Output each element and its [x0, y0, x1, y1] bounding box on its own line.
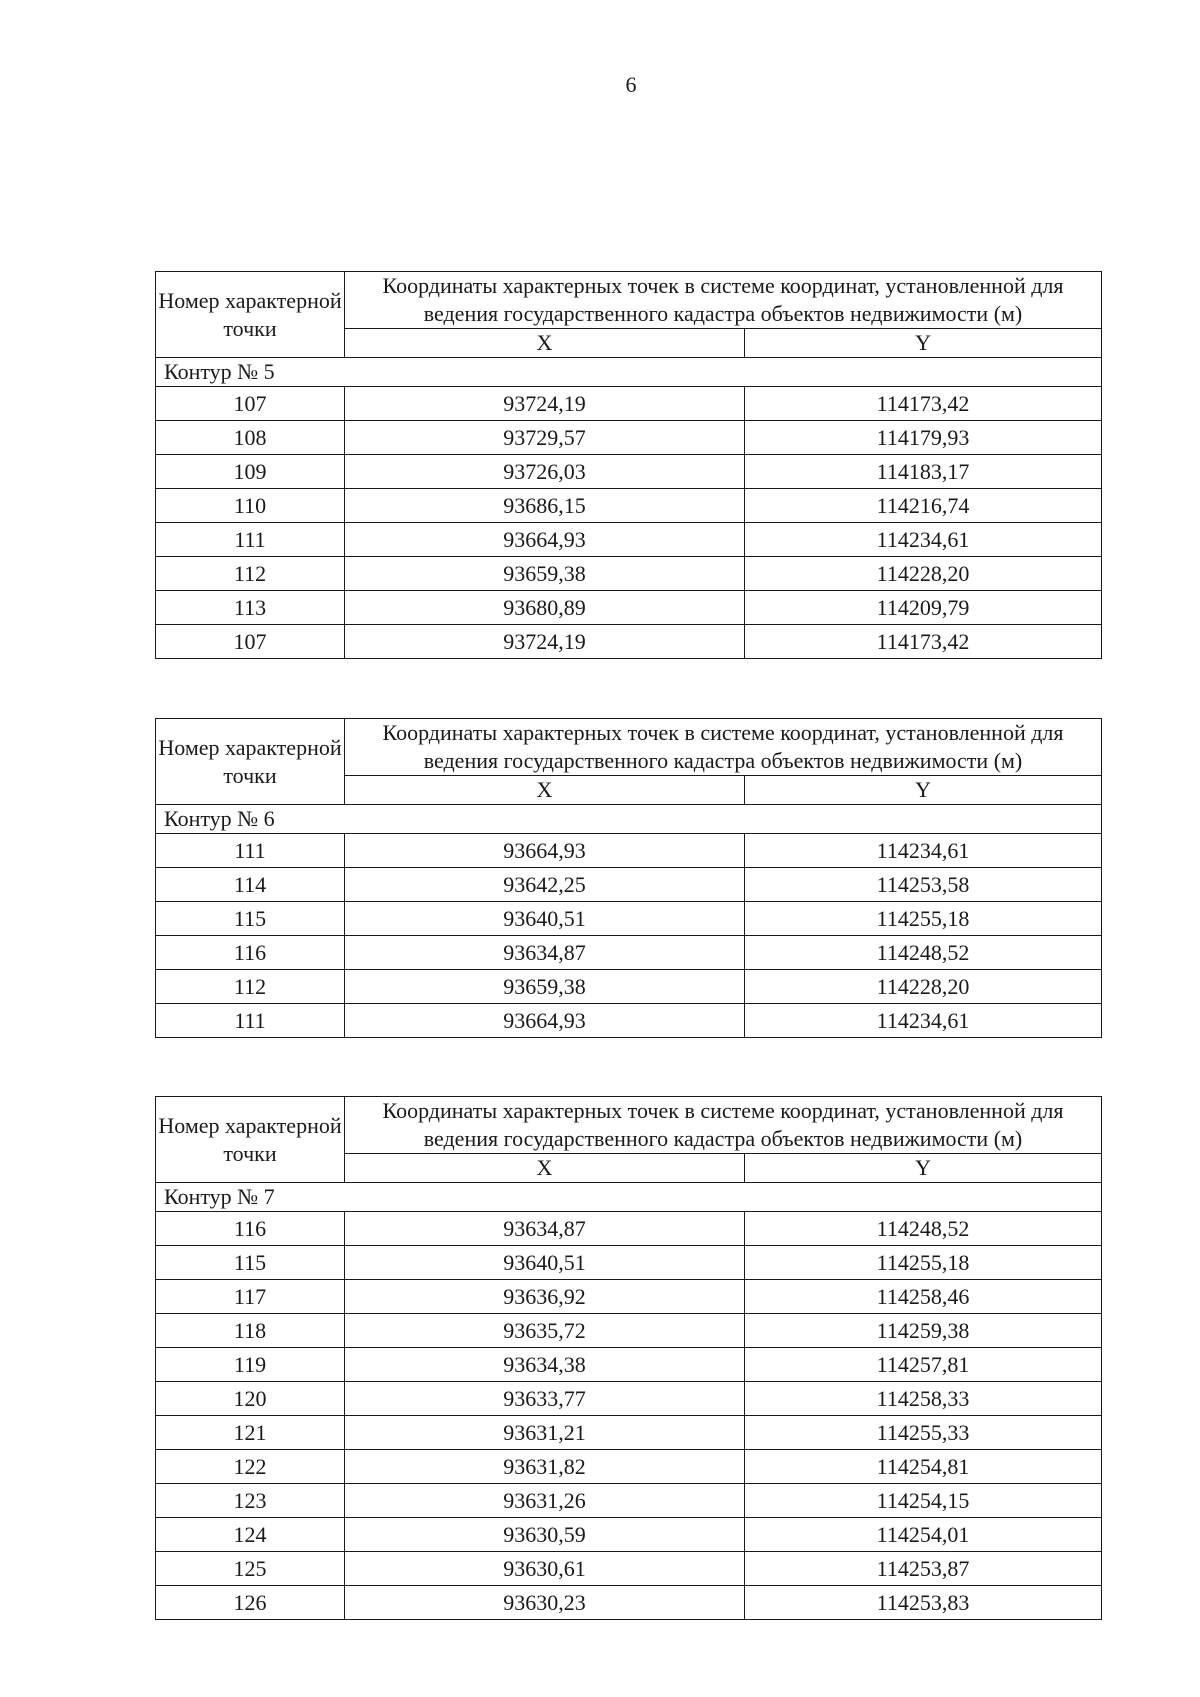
x-coordinate-cell: 93642,25	[345, 868, 745, 902]
table-row	[156, 523, 1102, 557]
x-coordinate-cell: 93686,15	[345, 489, 745, 523]
point-number-cell: 111	[156, 523, 345, 557]
point-number-cell: 115	[156, 902, 345, 936]
table-row	[156, 557, 1102, 591]
table-row	[156, 591, 1102, 625]
x-coordinate-cell: 93729,57	[345, 421, 745, 455]
x-coordinate-cell: 93634,38	[345, 1348, 745, 1382]
x-coordinate-cell: 93664,93	[345, 523, 745, 557]
table-row	[156, 902, 1102, 936]
y-header: Y	[745, 776, 1102, 805]
x-coordinate-cell: 93631,26	[345, 1484, 745, 1518]
x-coordinate-cell: 93634,87	[345, 1212, 745, 1246]
table-row	[156, 387, 1102, 421]
x-coordinate-cell: 93631,82	[345, 1450, 745, 1484]
x-header: X	[345, 1154, 745, 1183]
page-number: 6	[625, 72, 637, 97]
point-number-header: Номер характерной точки	[156, 719, 345, 805]
table-row	[156, 421, 1102, 455]
y-coordinate-cell: 114228,20	[745, 970, 1102, 1004]
y-coordinate-cell: 114254,01	[745, 1518, 1102, 1552]
point-number-cell: 121	[156, 1416, 345, 1450]
y-coordinate-cell: 114234,61	[745, 1004, 1102, 1038]
point-number-cell: 108	[156, 421, 345, 455]
x-header: X	[345, 329, 745, 358]
y-coordinate-cell: 114228,20	[745, 557, 1102, 591]
y-coordinate-cell: 114216,74	[745, 489, 1102, 523]
contour-label: Контур № 7	[156, 1183, 1102, 1212]
y-coordinate-cell: 114253,87	[745, 1552, 1102, 1586]
y-coordinate-cell: 114173,42	[745, 387, 1102, 421]
table-row	[156, 1484, 1102, 1518]
coordinates-header: Координаты характерных точек в системе координат, установленной для ведения государственного кадастра объектов недвижимости (м)	[345, 719, 1102, 776]
coordinates-header: Координаты характерных точек в системе координат, установленной для ведения государственного кадастра объектов недвижимости (м)	[345, 272, 1102, 329]
point-number-cell: 126	[156, 1586, 345, 1620]
x-coordinate-cell: 93640,51	[345, 902, 745, 936]
x-coordinate-cell: 93631,21	[345, 1416, 745, 1450]
table-row	[156, 936, 1102, 970]
y-coordinate-cell: 114234,61	[745, 523, 1102, 557]
table-body	[156, 1097, 1102, 1620]
table-row	[156, 489, 1102, 523]
y-coordinate-cell: 114209,79	[745, 591, 1102, 625]
point-number-cell: 124	[156, 1518, 345, 1552]
y-coordinate-cell: 114248,52	[745, 936, 1102, 970]
x-coordinate-cell: 93633,77	[345, 1382, 745, 1416]
contour-label: Контур № 6	[156, 805, 1102, 834]
coordinates-table-contour-7	[155, 1096, 1102, 1620]
table-row	[156, 1382, 1102, 1416]
y-coordinate-cell: 114255,18	[745, 1246, 1102, 1280]
point-number-cell: 107	[156, 625, 345, 659]
point-number-cell: 110	[156, 489, 345, 523]
x-coordinate-cell: 93635,72	[345, 1314, 745, 1348]
y-coordinate-cell: 114253,83	[745, 1586, 1102, 1620]
table-row	[156, 1552, 1102, 1586]
point-number-cell: 109	[156, 455, 345, 489]
x-coordinate-cell: 93724,19	[345, 387, 745, 421]
x-header: X	[345, 776, 745, 805]
table-body	[156, 719, 1102, 1038]
table-body	[156, 272, 1102, 659]
x-coordinate-cell: 93724,19	[345, 625, 745, 659]
point-number-cell: 116	[156, 936, 345, 970]
table-row	[156, 1314, 1102, 1348]
table-row	[156, 834, 1102, 868]
point-number-cell: 111	[156, 834, 345, 868]
table-row	[156, 970, 1102, 1004]
point-number-cell: 112	[156, 970, 345, 1004]
point-number-cell: 115	[156, 1246, 345, 1280]
point-number-cell: 123	[156, 1484, 345, 1518]
y-coordinate-cell: 114254,15	[745, 1484, 1102, 1518]
x-coordinate-cell: 93680,89	[345, 591, 745, 625]
contour-row	[156, 1183, 1102, 1212]
y-coordinate-cell: 114173,42	[745, 625, 1102, 659]
table-row	[156, 1518, 1102, 1552]
y-coordinate-cell: 114253,58	[745, 868, 1102, 902]
y-coordinate-cell: 114234,61	[745, 834, 1102, 868]
point-number-cell: 114	[156, 868, 345, 902]
x-coordinate-cell: 93664,93	[345, 1004, 745, 1038]
y-coordinate-cell: 114258,46	[745, 1280, 1102, 1314]
header-row	[156, 719, 1102, 776]
point-number-cell: 116	[156, 1212, 345, 1246]
table-row	[156, 625, 1102, 659]
x-coordinate-cell: 93630,59	[345, 1518, 745, 1552]
y-coordinate-cell: 114179,93	[745, 421, 1102, 455]
point-number-cell: 125	[156, 1552, 345, 1586]
table-row	[156, 1348, 1102, 1382]
x-coordinate-cell: 93634,87	[345, 936, 745, 970]
x-coordinate-cell: 93664,93	[345, 834, 745, 868]
y-coordinate-cell: 114257,81	[745, 1348, 1102, 1382]
table-row	[156, 1586, 1102, 1620]
coordinates-header: Координаты характерных точек в системе координат, установленной для ведения государственного кадастра объектов недвижимости (м)	[345, 1097, 1102, 1154]
point-number-header: Номер характерной точки	[156, 1097, 345, 1183]
y-coordinate-cell: 114258,33	[745, 1382, 1102, 1416]
x-coordinate-cell: 93726,03	[345, 455, 745, 489]
x-coordinate-cell: 93636,92	[345, 1280, 745, 1314]
point-number-cell: 119	[156, 1348, 345, 1382]
table-row	[156, 1212, 1102, 1246]
table-row	[156, 455, 1102, 489]
point-number-header: Номер характерной точки	[156, 272, 345, 358]
y-coordinate-cell: 114254,81	[745, 1450, 1102, 1484]
point-number-cell: 120	[156, 1382, 345, 1416]
table-row	[156, 868, 1102, 902]
y-header: Y	[745, 1154, 1102, 1183]
point-number-cell: 112	[156, 557, 345, 591]
point-number-cell: 113	[156, 591, 345, 625]
contour-row	[156, 805, 1102, 834]
table-row	[156, 1280, 1102, 1314]
table-row	[156, 1246, 1102, 1280]
table-row	[156, 1450, 1102, 1484]
x-coordinate-cell: 93630,61	[345, 1552, 745, 1586]
x-coordinate-cell: 93659,38	[345, 970, 745, 1004]
point-number-cell: 111	[156, 1004, 345, 1038]
point-number-cell: 117	[156, 1280, 345, 1314]
table-row	[156, 1416, 1102, 1450]
y-coordinate-cell: 114183,17	[745, 455, 1102, 489]
point-number-cell: 122	[156, 1450, 345, 1484]
point-number-cell: 118	[156, 1314, 345, 1348]
coordinates-table-contour-6	[155, 718, 1102, 1038]
header-row	[156, 272, 1102, 329]
table-row	[156, 1004, 1102, 1038]
header-row	[156, 1097, 1102, 1154]
point-number-cell: 107	[156, 387, 345, 421]
contour-row	[156, 358, 1102, 387]
y-coordinate-cell: 114255,18	[745, 902, 1102, 936]
x-coordinate-cell: 93659,38	[345, 557, 745, 591]
y-coordinate-cell: 114255,33	[745, 1416, 1102, 1450]
y-coordinate-cell: 114259,38	[745, 1314, 1102, 1348]
y-header: Y	[745, 329, 1102, 358]
x-coordinate-cell: 93640,51	[345, 1246, 745, 1280]
x-coordinate-cell: 93630,23	[345, 1586, 745, 1620]
contour-label: Контур № 5	[156, 358, 1102, 387]
coordinates-table-contour-5	[155, 271, 1102, 659]
y-coordinate-cell: 114248,52	[745, 1212, 1102, 1246]
